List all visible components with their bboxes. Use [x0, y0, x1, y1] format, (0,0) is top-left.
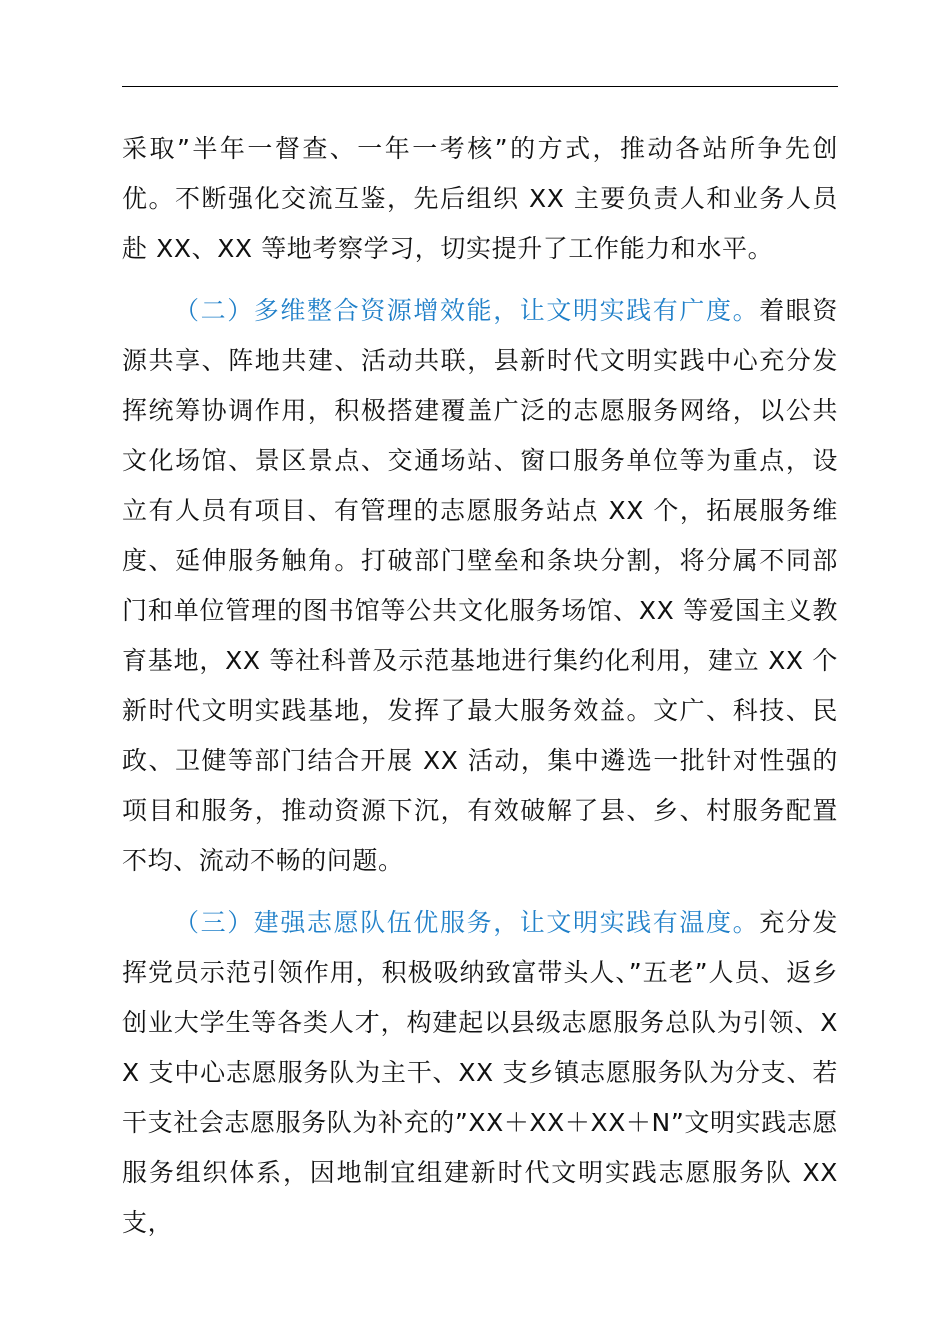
section-heading-three: （三）建强志愿队伍优服务，让文明实践有温度。 — [174, 908, 760, 937]
section-heading-two: （二）多维整合资源增效能，让文明实践有广度。 — [174, 296, 760, 325]
paragraph-text: 着眼资源共享、阵地共建、活动共联，县新时代文明实践中心充分发挥统筹协调作用，积极搭建覆盖广泛的志愿服务网络，以公共文化场馆、景区景点、交通场站、窗口服务单位等为重点，设立有人员有项目、有管理的志愿服务站点 XX 个，拓展服务维度、延伸服务触角。打破部门壁垒和条块分割，将分属不同部门和单位管理的图书馆等公共文化服务场馆、XX 等爱国主义教育基地，XX 等社科普及示范基地进行集约化利用，建立 XX 个新时代文明实践基地，发挥了最大服务效益。文广、科技、民政、卫健等部门结合开展 XX 活动，集中遴选一批针对性强的项目和服务，推动资源下沉，有效破解了县、乡、村服务配置不均、流动不畅的问题。 — [122, 296, 838, 875]
header-rule — [122, 86, 838, 87]
document-body — [122, 124, 838, 1248]
paragraph-section-two — [122, 286, 838, 886]
paragraph-section-three — [122, 898, 838, 1248]
paragraph-text: 充分发挥党员示范引领作用，积极吸纳致富带头人、”五老”人员、返乡创业大学生等各类人才，构建起以县级志愿服务总队为引领、XX 支中心志愿服务队为主干、XX 支乡镇志愿服务队为分支、若干支社会志愿服务队为补充的”XX＋XX＋XX＋N”文明实践志愿服务组织体系，因地制宜组建新时代文明实践志愿服务队 XX 支， — [122, 908, 838, 1237]
paragraph-continuation — [122, 124, 838, 274]
paragraph-text: 采取”半年一督查、一年一考核”的方式，推动各站所争先创优。不断强化交流互鉴，先后组织 XX 主要负责人和业务人员赴 XX、XX 等地考察学习，切实提升了工作能力和水平。 — [122, 134, 838, 263]
